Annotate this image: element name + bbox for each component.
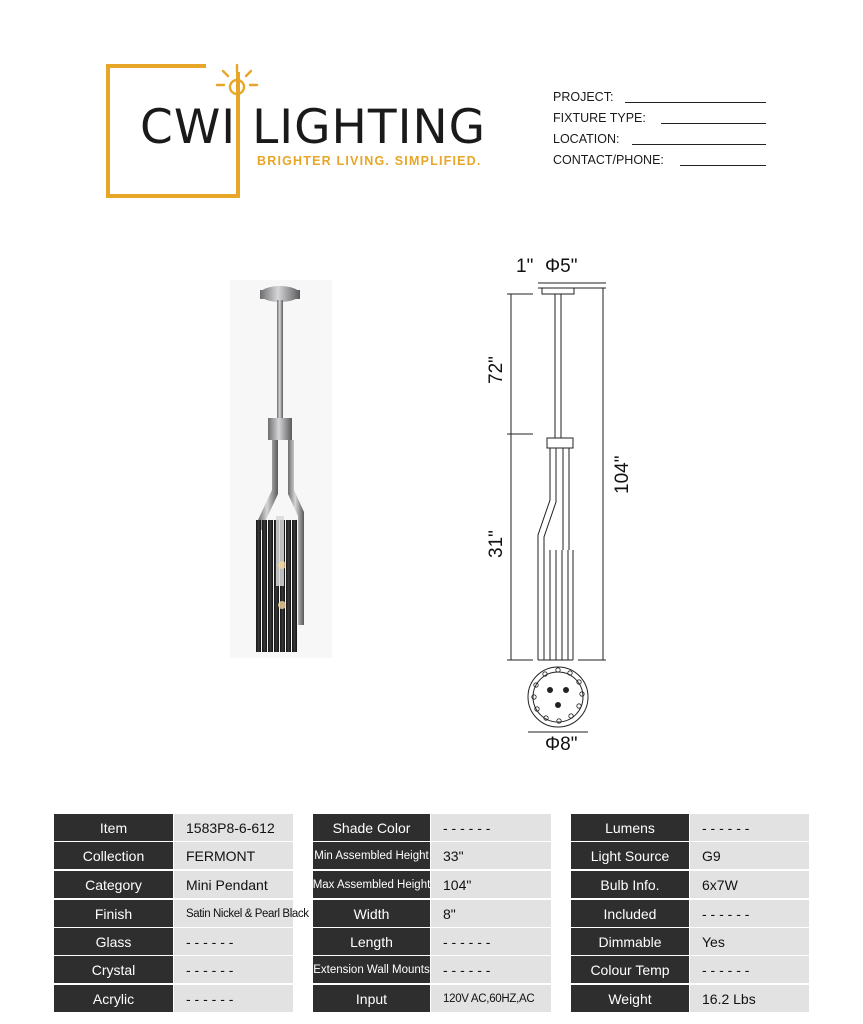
spec-value: 8" bbox=[431, 900, 551, 927]
dimension-drawing bbox=[478, 250, 628, 750]
spec-value: 6x7W bbox=[690, 871, 809, 898]
spec-row-length bbox=[313, 928, 551, 956]
spec-value: - - - - - - bbox=[174, 985, 293, 1012]
spec-key: Dimmable bbox=[571, 928, 689, 955]
spec-row-weight bbox=[571, 985, 809, 1013]
canopy-height-label: 1" bbox=[516, 256, 534, 277]
spec-value: 16.2 Lbs bbox=[690, 985, 809, 1012]
spec-key: Shade Color bbox=[313, 814, 430, 841]
form-label: PROJECT: bbox=[553, 90, 614, 104]
rod-length-label: 72" bbox=[486, 356, 507, 384]
fixture-type-input-line[interactable] bbox=[661, 123, 766, 124]
spec-key: Category bbox=[54, 871, 173, 898]
spec-value: - - - - - - bbox=[690, 900, 809, 927]
spec-row-finish bbox=[54, 900, 309, 928]
spec-value: Yes bbox=[690, 928, 809, 955]
form-row-location bbox=[553, 132, 768, 148]
spec-row-acrylic bbox=[54, 985, 293, 1013]
spec-key: Max Assembled Height bbox=[313, 871, 430, 898]
spec-row-category bbox=[54, 871, 293, 899]
spec-row-glass bbox=[54, 928, 293, 956]
spec-value: - - - - - - bbox=[174, 956, 293, 983]
spec-row-dimmable bbox=[571, 928, 809, 956]
contact-phone-input-line[interactable] bbox=[680, 165, 766, 166]
spec-key: Lumens bbox=[571, 814, 689, 841]
spec-row-bulb-info bbox=[571, 871, 809, 899]
form-label: CONTACT/PHONE: bbox=[553, 153, 664, 167]
spec-key: Bulb Info. bbox=[571, 871, 689, 898]
spec-key: Extension Wall Mounts bbox=[313, 956, 430, 983]
form-row-fixture-type bbox=[553, 111, 768, 127]
spec-key: Min Assembled Height bbox=[313, 842, 430, 869]
spec-row-collection bbox=[54, 842, 293, 870]
spec-row-item bbox=[54, 814, 293, 842]
spec-row-input bbox=[313, 985, 551, 1013]
spec-key: Item bbox=[54, 814, 173, 841]
product-photo bbox=[230, 280, 332, 658]
spec-value: - - - - - - bbox=[431, 928, 551, 955]
spec-value: 33" bbox=[431, 842, 551, 869]
spec-value: Mini Pendant bbox=[174, 871, 293, 898]
spec-value: 1583P8-6-612 bbox=[174, 814, 293, 841]
spec-value: - - - - - - bbox=[431, 956, 551, 983]
spec-key: Collection bbox=[54, 842, 173, 869]
spec-row-shade-color bbox=[313, 814, 551, 842]
spec-key: Length bbox=[313, 928, 430, 955]
spec-key: Finish bbox=[54, 900, 173, 927]
spec-key: Acrylic bbox=[54, 985, 173, 1012]
brand-tagline: BRIGHTER LIVING. SIMPLIFIED. bbox=[257, 154, 482, 168]
spec-key: Glass bbox=[54, 928, 173, 955]
spec-value: G9 bbox=[690, 842, 809, 869]
spec-key: Colour Temp bbox=[571, 956, 689, 983]
spec-key: Included bbox=[571, 900, 689, 927]
spec-value: - - - - - - bbox=[431, 814, 551, 841]
spec-row-lumens bbox=[571, 814, 809, 842]
spec-key: Crystal bbox=[54, 956, 173, 983]
spec-key: Width bbox=[313, 900, 430, 927]
spec-key: Light Source bbox=[571, 842, 689, 869]
spec-row-included bbox=[571, 900, 809, 928]
spec-value: - - - - - - bbox=[174, 928, 293, 955]
spec-row-width bbox=[313, 900, 551, 928]
spec-row-extension-wall-mounts bbox=[313, 956, 551, 984]
spec-value: 120V AC,60HZ,AC bbox=[431, 985, 551, 1012]
body-height-label: 31" bbox=[486, 530, 507, 558]
spec-row-max-height bbox=[313, 871, 551, 899]
canopy-diameter-label: Φ5" bbox=[545, 256, 578, 277]
spec-key: Weight bbox=[571, 985, 689, 1012]
spec-value: 104" bbox=[431, 871, 551, 898]
form-row-project bbox=[553, 90, 768, 106]
spec-row-crystal bbox=[54, 956, 293, 984]
spec-value: - - - - - - bbox=[690, 956, 809, 983]
spec-row-min-height bbox=[313, 842, 551, 870]
form-label: FIXTURE TYPE: bbox=[553, 111, 646, 125]
brand-name: CWI LIGHTING bbox=[140, 100, 487, 155]
spec-row-light-source bbox=[571, 842, 809, 870]
form-row-contact-phone bbox=[553, 153, 768, 169]
project-input-line[interactable] bbox=[625, 102, 766, 103]
location-input-line[interactable] bbox=[632, 144, 766, 145]
spec-row-colour-temp bbox=[571, 956, 809, 984]
form-label: LOCATION: bbox=[553, 132, 620, 146]
spec-value: Satin Nickel & Pearl Black bbox=[174, 900, 293, 927]
spec-key: Input bbox=[313, 985, 430, 1012]
spec-value: FERMONT bbox=[174, 842, 293, 869]
spec-value: - - - - - - bbox=[690, 814, 809, 841]
shade-diameter-label: Φ8" bbox=[545, 734, 578, 755]
overall-height-label: 104" bbox=[612, 455, 633, 494]
